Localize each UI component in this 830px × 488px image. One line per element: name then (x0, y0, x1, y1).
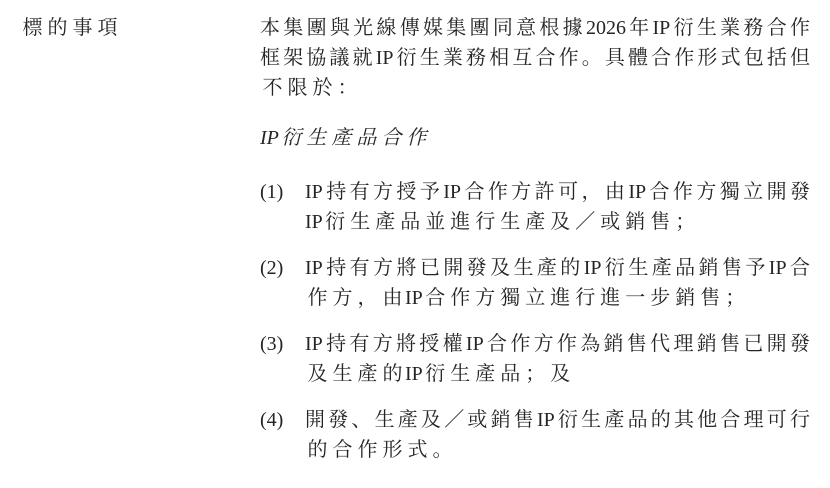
list-item-1-line-2: IP 衍 生 產 品 並 進 行 生 產 及 ／ 或 銷 售 ； (305, 211, 696, 233)
list-item-2-text (305, 253, 810, 313)
list-item-3-text (305, 329, 810, 389)
content-column (260, 13, 810, 481)
list-item-2-line-2: 作 方 ， 由 IP 合 作 方 獨 立 進 行 進 一 步 銷 售 ； (307, 287, 746, 309)
list-item-1-text (305, 177, 810, 237)
list-item-3-line-1: IP持有方將授權IP合作方作為銷售代理銷售已開發 (305, 333, 810, 355)
list-item-4-line-2: 的 合 作 形 式 。 (307, 439, 453, 461)
intro-line-3: 不 限 於 ： (262, 77, 358, 99)
list-item-4-marker: (4) (260, 409, 284, 431)
list-item-1-line-1: IP持有方授予IP合作方許可，由IP合作方獨立開發 (305, 181, 810, 203)
list-item-3 (260, 329, 810, 389)
list-item-2 (260, 253, 810, 313)
intro-paragraph (260, 13, 810, 103)
section-heading: IP 衍 生 產 品 合 作 (260, 127, 427, 149)
intro-line-1: 本集團與光線傳媒集團同意根據2026年IP衍生業務合作 (260, 17, 810, 39)
list-item-2-marker: (2) (260, 257, 284, 279)
list-item-4-text (305, 405, 810, 465)
list-item-2-line-1: IP持有方將已開發及生產的IP衍生產品銷售予IP合 (305, 257, 810, 279)
list-item-4-line-1: 開發、生產及／或銷售IP衍生產品的其他合理可行 (305, 409, 810, 431)
subject-label: 標 的 事 項 (22, 17, 118, 39)
list-item-3-marker: (3) (260, 333, 284, 355)
list-item-3-line-2: 及 生 產 的 IP 衍 生 產 品 ； 及 (307, 363, 571, 385)
intro-line-2: 框架協議就IP衍生業務相互合作。具體合作形式包括但 (260, 47, 810, 69)
list-item-1-marker: (1) (260, 181, 284, 203)
list-item-1 (260, 177, 810, 237)
list-item-4 (260, 405, 810, 465)
subject-label-column (20, 13, 260, 481)
